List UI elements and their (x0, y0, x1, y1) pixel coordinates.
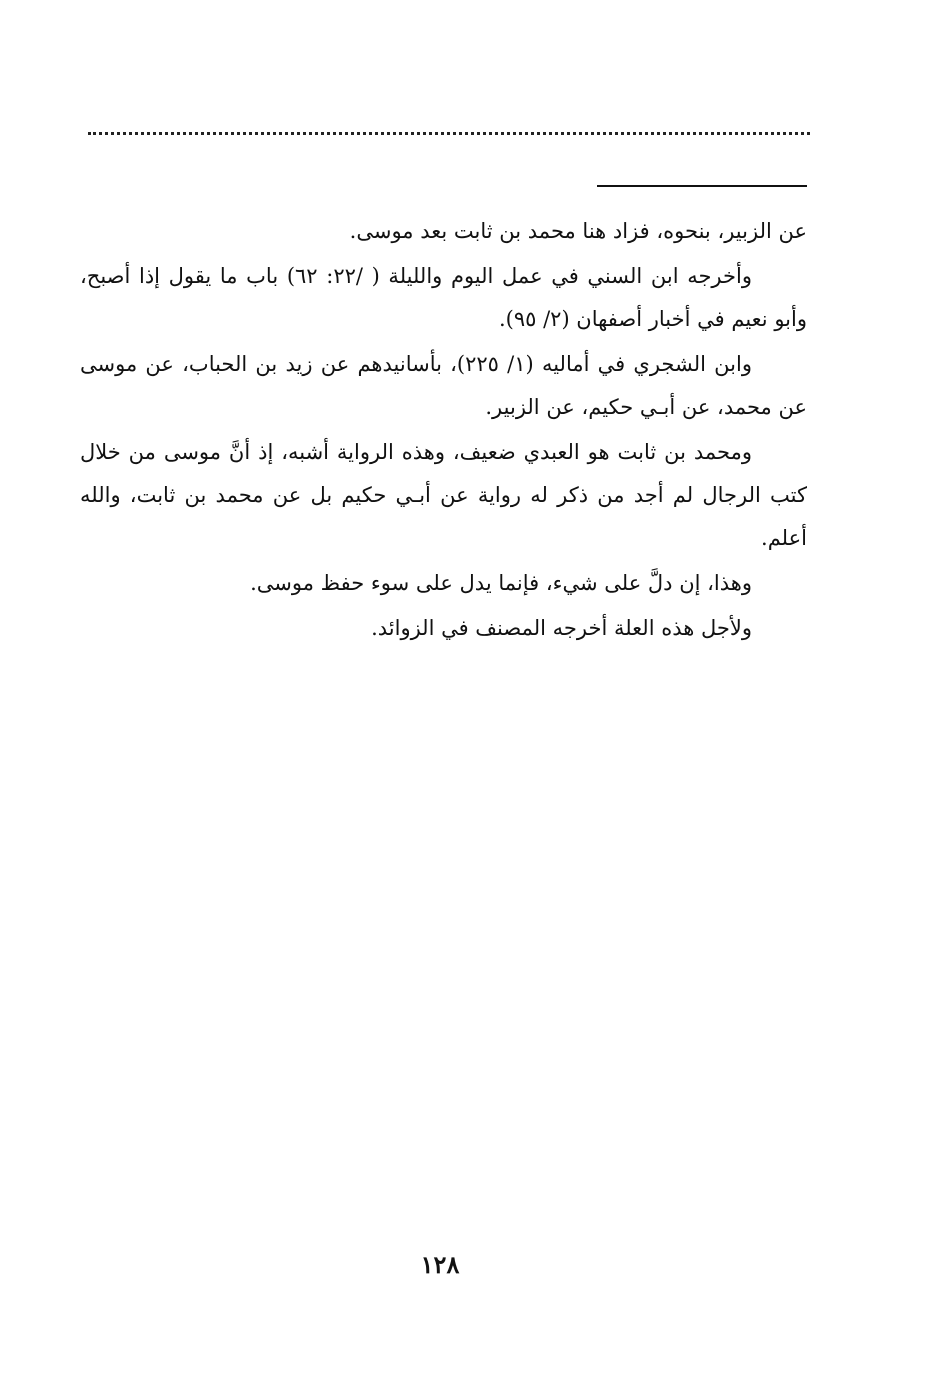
footnote-paragraph: ولأجل هذه العلة أخرجه المصنف في الزوائد. (371, 616, 752, 640)
footnotes-block (80, 210, 807, 652)
footnote-paragraph: وأخرجه ابن السني في عمل اليوم والليلة ( /٢٢: ٦٢) باب ما يقول إذا أصبح، وأبو نعيم في أخبار أصفهان (٢/ ٩٥). (80, 264, 807, 331)
footnote-paragraph: عن الزبير، بنحوه، فزاد هنا محمد بن ثابت بعد موسى. (349, 219, 807, 243)
footnote-rule (597, 185, 807, 187)
footnote-paragraph: وابن الشجري في أماليه (١/ ٢٢٥)، بأسانيدهم عن زيد بن الحباب، عن موسى عن محمد، عن أبـي حكيم، عن الزبير. (80, 352, 807, 419)
footnote-paragraph: وهذا، إن دلَّ على شيء، فإنما يدل على سوء حفظ موسى. (250, 571, 752, 595)
dotted-separator (88, 132, 810, 135)
page-number: ١٢٨ (420, 1250, 460, 1279)
footnote-paragraph: ومحمد بن ثابت هو العبدي ضعيف، وهذه الرواية أشبه، إذ أنَّ موسى من خلال كتب الرجال لم أجد من ذكر له رواية عن أبـي حكيم بل عن محمد بن ثابت، والله أعلم. (80, 440, 807, 550)
